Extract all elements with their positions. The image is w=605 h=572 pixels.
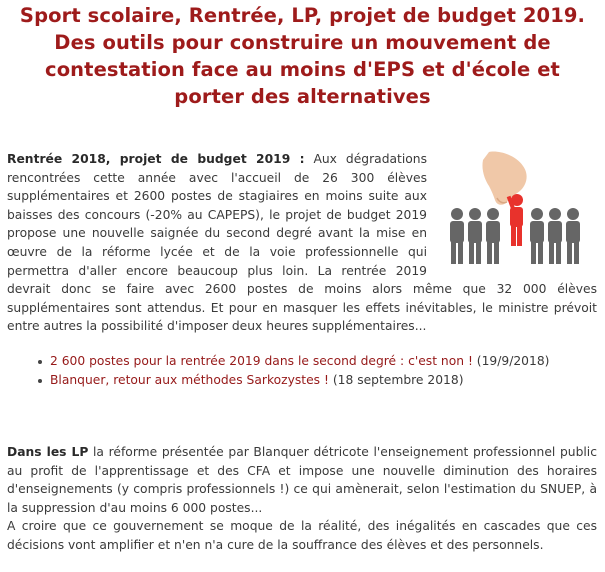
title-line: porter des alternatives xyxy=(174,85,431,108)
list-item xyxy=(38,352,549,371)
rentree-body: Aux dégradations rencontrées cette année avec l'accueil de 26 300 élèves supplémentaires et 2600 postes de stagiaires en moins suite aux baisses des concours (-20% au CAPEPS), le projet de budget 2019 propose une nouvelle saignée du second degré avant la mise en œuvre de la réforme lycée et de la voie professionnelle qui permettra d'aller encore beaucoup plus loin. La rentrée 2019 devrait donc se faire avec 2600 postes de moins alors même que 32 000 élèves supplémentaires sont attendus. Et pour en masquer les effets inévitables, le ministre prévoit entre autres la possibilité d'imposer deux heures supplémentaires... xyxy=(7,152,597,334)
lp-section xyxy=(7,443,597,555)
lp-lead: Dans les LP xyxy=(7,445,89,459)
people-selection-illustration xyxy=(437,150,597,270)
title-line: Des outils pour construire un mouvement de xyxy=(54,31,551,54)
page-title xyxy=(0,2,605,110)
related-links-list xyxy=(38,352,549,390)
link-date: (19/9/2018) xyxy=(472,354,550,368)
people-selection-icon xyxy=(437,150,597,270)
list-item xyxy=(38,371,549,390)
link-blanquer-methodes[interactable]: Blanquer, retour aux méthodes Sarkozystes ! xyxy=(50,373,329,387)
title-line: contestation face au moins d'EPS et d'école et xyxy=(45,58,560,81)
rentree-section xyxy=(7,150,597,336)
lp-conclusion: A croire que ce gouvernement se moque de la réalité, des inégalités en cascades que ces décisions vont amplifier et n'en n'a cure de la souffrance des élèves et des personnels. xyxy=(7,519,597,552)
lp-paragraph xyxy=(7,443,597,517)
link-date: (18 septembre 2018) xyxy=(328,373,464,387)
link-2600-postes[interactable]: 2 600 postes pour la rentrée 2019 dans le second degré : c'est non ! xyxy=(50,354,473,368)
lp-body: la réforme présentée par Blanquer détricote l'enseignement professionnel public au profit de l'apprentissage et des CFA et impose une nouvelle diminution des horaires d'enseignements (y compris professionnels !) ce qui amènerait, selon l'estimation du SNUEP, à la suppression d'au moins 6 000 postes... xyxy=(7,445,597,515)
title-line: Sport scolaire, Rentrée, LP, projet de budget 2019. xyxy=(19,4,586,27)
rentree-lead: Rentrée 2018, projet de budget 2019 : xyxy=(7,152,305,166)
